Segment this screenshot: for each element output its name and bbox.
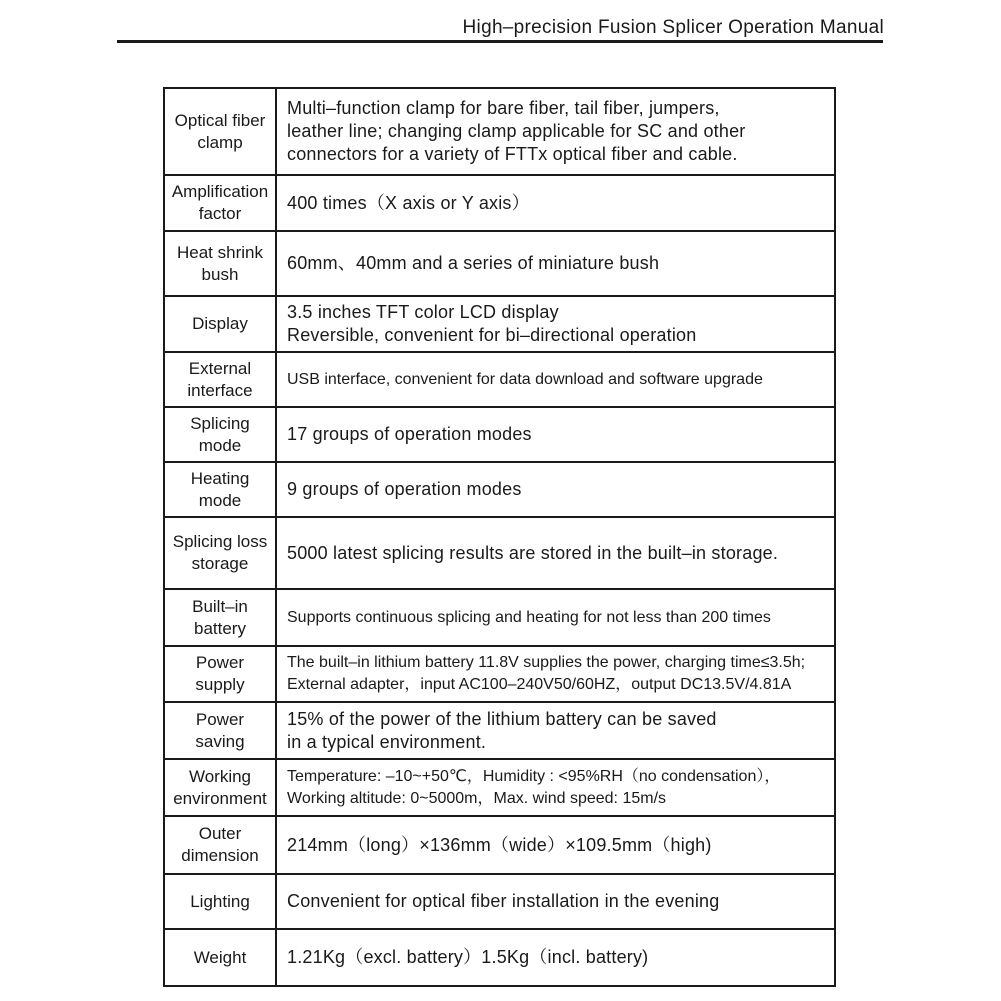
spec-value-line: Multi–function clamp for bare fiber, tail fiber, jumpers,: [287, 98, 720, 118]
spec-row-lighting: [164, 874, 835, 929]
spec-value: [276, 175, 835, 231]
spec-label-text: Heat shrink bush: [177, 242, 263, 284]
spec-value-line: USB interface, convenient for data download and software upgrade: [287, 370, 763, 388]
spec-value-line: Reversible, convenient for bi–directional operation: [287, 325, 697, 345]
header-divider: [117, 40, 883, 43]
spec-value: [276, 816, 835, 874]
spec-label-text: Splicing mode: [190, 413, 250, 455]
spec-row-working-environment: [164, 759, 835, 816]
spec-value-line: 9 groups of operation modes: [287, 479, 522, 499]
spec-label-text: Display: [192, 314, 248, 333]
spec-value-line: 5000 latest splicing results are stored in the built–in storage.: [287, 542, 779, 563]
spec-value-line: 60mm、40mm and a series of miniature bush: [287, 253, 660, 273]
spec-value: [276, 759, 835, 816]
manual-header-title: High–precision Fusion Splicer Operation Manual: [462, 17, 884, 38]
spec-value: [276, 462, 835, 517]
spec-value: [276, 296, 835, 352]
spec-value-line: The built–in lithium battery 11.8V supplies the power, charging time≤3.5h;: [287, 654, 806, 671]
spec-value: [276, 88, 835, 175]
spec-label-text: Outer dimension: [181, 824, 259, 865]
spec-value-line: Working altitude: 0~5000m，Max. wind speed: 15m/s: [287, 789, 667, 807]
spec-value: [276, 352, 835, 407]
spec-label-text: Working environment: [173, 766, 267, 808]
spec-value-line: 400 times（X axis or Y axis）: [287, 192, 530, 213]
spec-label-text: Built–in battery: [192, 596, 248, 638]
spec-value: [276, 517, 835, 589]
spec-label-text: External interface: [187, 358, 253, 400]
spec-value-line: 214mm（long）×136mm（wide）×109.5mm（high): [287, 834, 712, 855]
spec-row-outer-dimension: [164, 816, 835, 874]
spec-label: [164, 407, 276, 462]
spec-value-line: Supports continuous splicing and heating for not less than 200 times: [287, 608, 771, 626]
spec-row-power-supply: [164, 646, 835, 702]
spec-label: [164, 175, 276, 231]
spec-row-amplification-factor: [164, 175, 835, 231]
spec-label-text: Heating mode: [190, 468, 250, 510]
spec-label: [164, 702, 276, 759]
spec-value-line: in a typical environment.: [287, 731, 487, 752]
spec-label: [164, 646, 276, 702]
spec-label: [164, 88, 276, 175]
spec-label-text: Amplification factor: [171, 182, 269, 223]
spec-value-line: Convenient for optical fiber installation in the evening: [287, 891, 720, 911]
spec-value-line: 17 groups of operation modes: [287, 424, 532, 444]
spec-label: [164, 816, 276, 874]
spec-label-text: Lighting: [190, 891, 250, 911]
spec-row-built-in-battery: [164, 589, 835, 646]
spec-value-line: 3.5 inches TFT color LCD display: [287, 302, 559, 322]
spec-label: [164, 759, 276, 816]
spec-row-power-saving: [164, 702, 835, 759]
spec-label: [164, 231, 276, 296]
spec-label-text: Splicing loss storage: [172, 532, 268, 573]
spec-value: [276, 929, 835, 986]
spec-row-optical-fiber-clamp: [164, 88, 835, 175]
spec-value: [276, 702, 835, 759]
spec-value: [276, 646, 835, 702]
spec-row-display: [164, 296, 835, 352]
spec-value-line: Temperature: –10~+50℃，Humidity : <95%RH（no condensation），: [287, 767, 781, 785]
spec-label: [164, 874, 276, 929]
spec-label-text: Power supply: [195, 653, 245, 694]
spec-value-line: 1.21Kg（excl. battery）1.5Kg（incl. battery): [287, 947, 649, 967]
spec-value: [276, 231, 835, 296]
specifications-table: [163, 87, 836, 987]
spec-row-heating-mode: [164, 462, 835, 517]
spec-label: [164, 929, 276, 986]
spec-row-splicing-loss-storage: [164, 517, 835, 589]
spec-value: [276, 407, 835, 462]
spec-row-splicing-mode: [164, 407, 835, 462]
spec-label-text: Weight: [193, 947, 247, 967]
spec-label-text: Optical fiber clamp: [174, 110, 266, 152]
spec-value: [276, 874, 835, 929]
spec-row-weight: [164, 929, 835, 986]
spec-label: [164, 462, 276, 517]
spec-label: [164, 589, 276, 646]
spec-value: [276, 589, 835, 646]
spec-row-external-interface: [164, 352, 835, 407]
spec-value-line: connectors for a variety of FTTx optical fiber and cable.: [287, 144, 738, 164]
spec-row-heat-shrink-bush: [164, 231, 835, 296]
spec-value-line: External adapter，input AC100–240V50/60HZ，output DC13.5V/4.81A: [287, 676, 792, 693]
spec-value-line: leather line; changing clamp applicable for SC and other: [287, 121, 746, 141]
spec-label-text: Power saving: [195, 709, 245, 751]
spec-value-line: 15% of the power of the lithium battery can be saved: [287, 708, 717, 729]
spec-label: [164, 517, 276, 589]
spec-label: [164, 296, 276, 352]
spec-label: [164, 352, 276, 407]
